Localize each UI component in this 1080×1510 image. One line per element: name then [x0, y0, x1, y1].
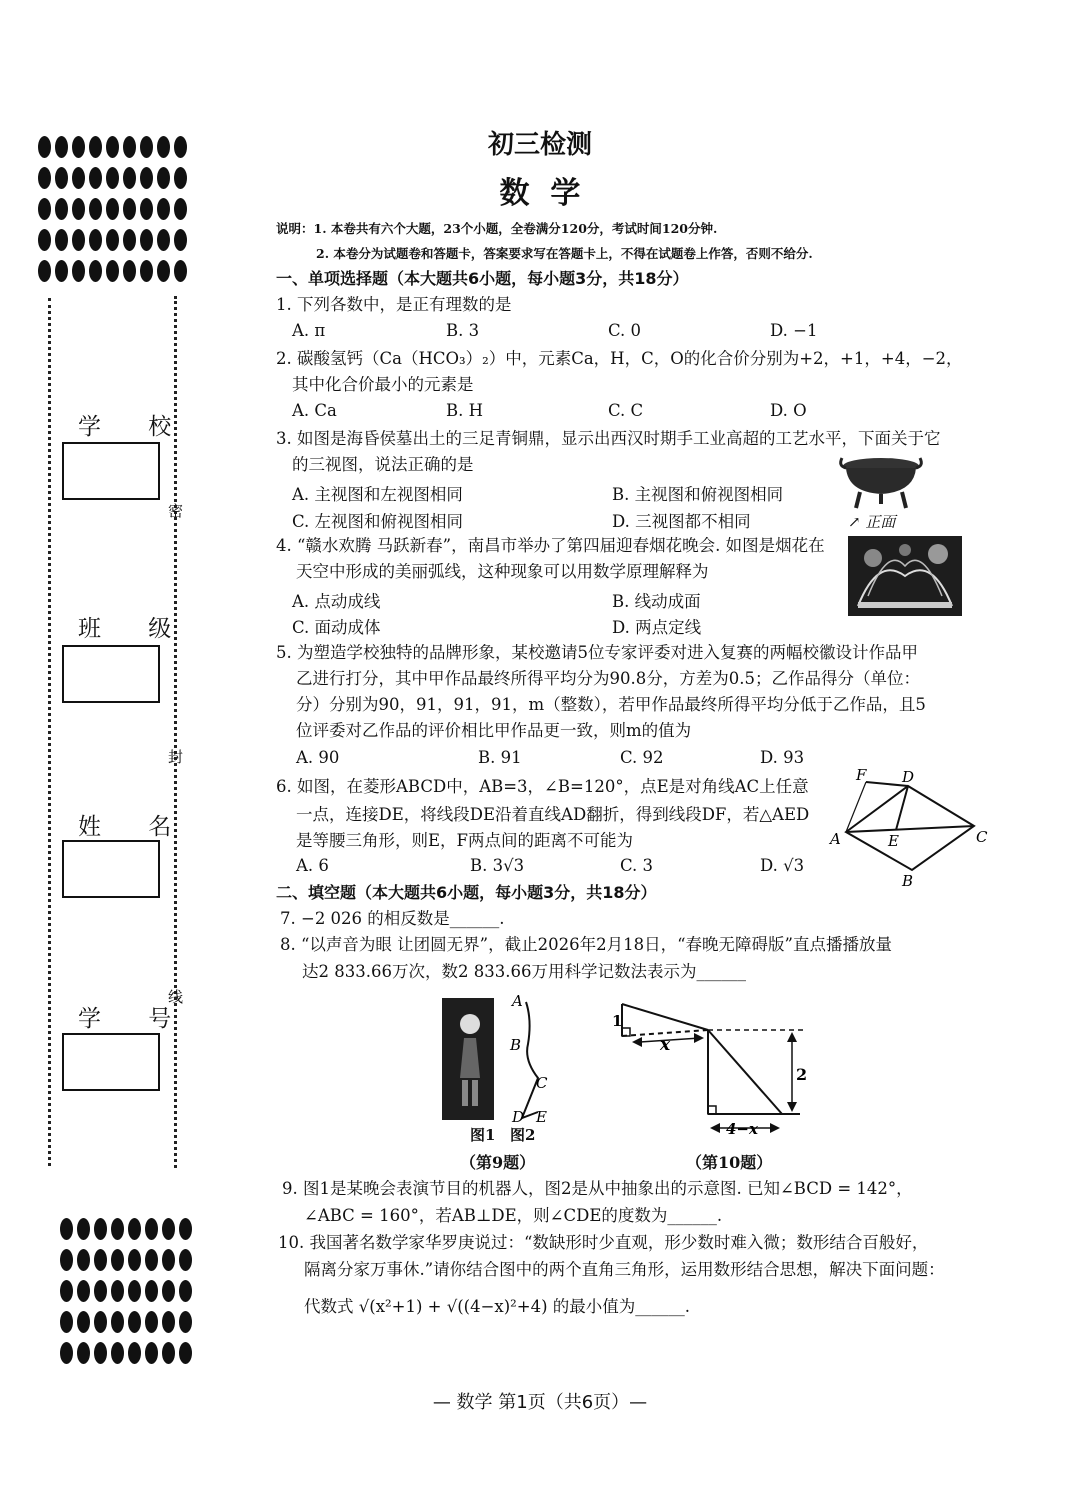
fig10-caption: （第10题）	[686, 1153, 773, 1172]
note-2: 2. 本卷分为试题卷和答题卡，答案要求写在答题卡上，不得在试题卷上作答，否则不给分.	[316, 246, 813, 261]
binding-line-left	[48, 298, 51, 1166]
q4-option-a: A. 点动成线	[292, 592, 381, 611]
fig10-triangles	[610, 996, 810, 1146]
q3-option-a: A. 主视图和左视图相同	[292, 485, 463, 504]
q2-option-d: D. O	[770, 401, 807, 420]
q4-option-b: B. 线动成面	[612, 592, 701, 611]
q6-point-b: B	[902, 872, 914, 888]
class-label: 班 级	[78, 616, 192, 642]
q6-point-f: F	[856, 766, 867, 784]
q10-line-3: 代数式 √(x²+1) + √((4−x)²+4) 的最小值为______.	[304, 1297, 691, 1316]
fig9-point-d: D	[512, 1108, 525, 1126]
q3-stem-2: 的三视图，说法正确的是	[292, 455, 474, 474]
q2-option-a: A. Ca	[292, 401, 337, 420]
q1-stem: 1. 下列各数中，是正有理数的是	[276, 295, 512, 314]
q6-line-1: 6. 如图，在菱形ABCD中，AB=3，∠B=120°，点E是对角线AC上任意	[276, 777, 809, 796]
subject-title: 数 学	[499, 176, 581, 211]
q5-option-a: A. 90	[296, 748, 340, 767]
q5-option-c: C. 92	[620, 748, 664, 767]
q6-line-3: 是等腰三角形，则E，F两点间的距离不可能为	[296, 831, 633, 850]
fig10-label-1: 1	[612, 1012, 623, 1030]
seal-xian: 线	[168, 988, 184, 1006]
q5-option-d: D. 93	[760, 748, 805, 767]
q3-option-c: C. 左视图和俯视图相同	[292, 512, 464, 531]
student-id-label: 学 号	[78, 1006, 192, 1032]
q2-option-c: C. C	[608, 401, 644, 420]
q6-option-a: A. 6	[296, 856, 329, 875]
q6-rhombus-figure	[824, 764, 994, 888]
q6-point-a: A	[830, 830, 841, 848]
q1-option-d: D. −1	[770, 321, 818, 340]
fig9-point-a: A	[512, 992, 523, 1010]
fig9-sub1-label: 图1	[470, 1126, 496, 1144]
q10-line-1: 10. 我国著名数学家华罗庚说过：“数缺形时少直观，形少数时难入微；数形结合百般好，	[278, 1233, 929, 1252]
q10-line-2: 隔离分家万事休.”请你结合图中的两个直角三角形，运用数形结合思想，解决下面问题：	[304, 1260, 945, 1279]
q9-line-1: 9. 图1是某晚会表演节目的机器人，图2是从中抽象出的示意图. 已知∠BCD = 142°，	[282, 1179, 913, 1198]
q8-line-1: 8. “以声音为眼 让团圆无界”，截止2026年2月18日，“春晚无障碍版”直点播播放量	[280, 935, 892, 954]
q5-line-2: 乙进行打分，其中甲作品最终所得平均分为90.8分，方差为0.5；乙作品得分（单位：	[296, 669, 920, 688]
q6-option-d: D. √3	[760, 856, 805, 875]
q5-line-4: 位评委对乙作品的评价相比甲作品更一致，则m的值为	[296, 721, 692, 740]
section1-heading: 一、单项选择题（本大题共6小题，每小题3分，共18分）	[276, 269, 689, 288]
bronze-ding-figure	[838, 452, 924, 512]
name-field[interactable]	[62, 840, 160, 898]
q4-option-c: C. 面动成体	[292, 618, 381, 637]
q6-point-e: E	[888, 832, 899, 850]
q4-option-d: D. 两点定线	[612, 618, 702, 637]
fig9-caption: （第9题）	[460, 1153, 536, 1172]
fig9-point-c: C	[536, 1074, 548, 1092]
page-footer: — 数学 第1页（共6页）—	[432, 1392, 648, 1413]
q2-stem-2: 其中化合价最小的元素是	[292, 375, 474, 394]
q6-point-d: D	[902, 768, 915, 786]
fig9-schematic	[500, 990, 560, 1130]
q6-option-c: C. 3	[620, 856, 654, 875]
q4-stem-1: 4. “赣水欢腾 马跃新春”，南昌市举办了第四届迎春烟花晚会. 如图是烟花在	[276, 536, 825, 555]
q6-line-2: 一点，连接DE，将线段DE沿着直线AD翻折，得到线段DF，若△AED	[296, 805, 810, 824]
fireworks-photo	[848, 536, 962, 616]
q3-option-d: D. 三视图都不相同	[612, 512, 751, 531]
class-field[interactable]	[62, 645, 160, 703]
fig10-label-2: 2	[796, 1065, 808, 1084]
note-1: 说明：1. 本卷共有六个大题，23个小题，全卷满分120分，考试时间120分钟.	[276, 221, 718, 236]
q7-stem: 7. −2 026 的相反数是______.	[280, 909, 505, 928]
student-id-field[interactable]	[62, 1033, 160, 1091]
q5-line-1: 5. 为塑造学校独特的品牌形象，某校邀请5位专家评委对进入复赛的两幅校徽设计作品甲	[276, 643, 918, 662]
seal-feng: 封	[168, 748, 184, 766]
q3-option-b: B. 主视图和俯视图相同	[612, 485, 784, 504]
fig9-sub2-label: 图2	[510, 1126, 536, 1144]
fig9-point-b: B	[510, 1036, 522, 1054]
fig10-label-4-x: 4−x	[726, 1120, 758, 1138]
q4-stem-2: 天空中形成的美丽弧线，这种现象可以用数学原理解释为	[296, 562, 709, 581]
q3-front-view-label: ↗ 正面	[848, 513, 896, 531]
q1-option-b: B. 3	[446, 321, 480, 340]
exam-title: 初三检测	[487, 130, 592, 160]
seal-mi: 密	[168, 502, 184, 520]
q8-line-2: 达2 833.66万次，数2 833.66万用科学记数法表示为______	[302, 962, 746, 981]
q9-line-2: ∠ABC = 160°，若AB⊥DE，则∠CDE的度数为______.	[304, 1206, 723, 1225]
school-label: 学 校	[78, 414, 192, 440]
robot-photo	[442, 998, 494, 1120]
q2-option-b: B. H	[446, 401, 484, 420]
q2-stem-1: 2. 碳酸氢钙（Ca（HCO₃）₂）中，元素Ca，H，C，O的化合价分别为+2，+1，+4，−2，	[276, 349, 963, 368]
fig10-label-x: x	[660, 1035, 671, 1055]
q1-option-c: C. 0	[608, 321, 642, 340]
q6-option-b: B. 3√3	[470, 856, 525, 875]
q5-option-b: B. 91	[478, 748, 522, 767]
name-label: 姓 名	[78, 814, 192, 840]
section2-heading: 二、填空题（本大题共6小题，每小题3分，共18分）	[276, 883, 657, 902]
q1-option-a: A. π	[292, 321, 326, 340]
q3-stem-1: 3. 如图是海昏侯墓出土的三足青铜鼎，显示出西汉时期手工业高超的工艺水平，下面关于它	[276, 429, 941, 448]
binding-dots-bottom	[60, 1218, 210, 1373]
school-field[interactable]	[62, 442, 160, 500]
fig9-point-e: E	[536, 1108, 547, 1126]
q6-point-c: C	[976, 828, 988, 846]
q5-line-3: 分）分别为90，91，91，91，m（整数），若甲作品最终所得平均分低于乙作品，且5	[296, 695, 926, 714]
